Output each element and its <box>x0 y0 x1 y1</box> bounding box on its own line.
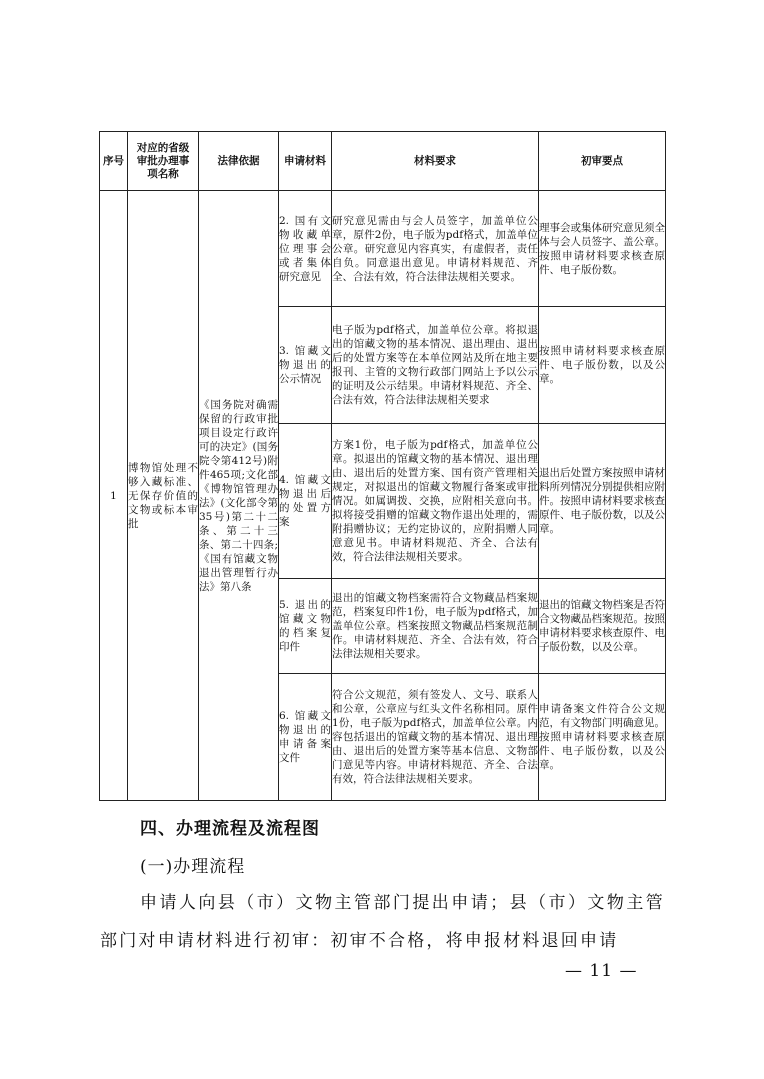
seq-cell: 1 <box>100 191 128 801</box>
legal-basis-cell: 《国务院对确需保留的行政审批项目设定行政许可的决定》(国务院令第412号)附件465项;文化部《博物馆管理办法》(文化部令第35号)第二十二条、第二十三条、第二十四条;《国有馆藏文物退出管理暂行办法》第八条 <box>199 191 279 801</box>
header-material: 申请材料 <box>279 132 332 191</box>
requirement-cell: 退出的馆藏文物档案需符合文物藏品档案规范，档案复印件1份，电子版为pdf格式，加盖单位公章。档案按照文物藏品档案规范制作。申请材料规范、齐全、合法有效，符合法律法规相关要求。 <box>332 579 539 674</box>
material-cell: 4. 馆藏文物退出后的处置方案 <box>279 424 332 579</box>
header-seq: 序号 <box>100 132 128 191</box>
requirement-cell: 方案1份，电子版为pdf格式，加盖单位公章。拟退出的馆藏文物的基本情况、退出理由、退出后的处置方案、国有资产管理相关规定，对拟退出的馆藏文物履行备案或审批情况。如属调拨、交换，应附相关意向书。拟将接受捐赠的馆藏文物作退出处理的，需附捐赠协议；无约定协议的，应附捐赠人同意意见书。申请材料规范、齐全、合法有效，符合法律法规相关要求。 <box>332 424 539 579</box>
review-cell: 申请备案文件符合公文规范，有文物部门明确意见。按照申请材料要求核查原件、电子版份数，以及公章。 <box>539 674 666 801</box>
requirement-cell: 研究意见需由与会人员签字，加盖单位公章，原件2份，电子版为pdf格式，加盖单位公章。研究意见内容真实，有虚假者，责任自负。同意退出意见。申请材料规范、齐全、合法有效，符合法律法规相关要求。 <box>332 191 539 307</box>
item-name-cell: 博物馆处理不够入藏标准、无保存价值的文物或标本审批 <box>128 191 199 801</box>
subsection-heading: (一)办理流程 <box>140 857 246 877</box>
requirement-cell: 电子版为pdf格式，加盖单位公章。将拟退出的馆藏文物的基本情况、退出理由、退出后的处置方案等在本单位网站及所在地主要报刊、主管的文物行政部门网站上予以公示的证明及公示结果。申请材料规范、齐全、合法有效，符合法律法规相关要求 <box>332 307 539 424</box>
material-cell: 2. 国有文物收藏单位理事会或者集体研究意见 <box>279 191 332 307</box>
header-legal-basis: 法律依据 <box>199 132 279 191</box>
approval-items-table <box>99 131 666 801</box>
header-review: 初审要点 <box>539 132 666 191</box>
material-cell: 5. 退出的馆藏文物的档案复印件 <box>279 579 332 674</box>
page-number: — 11 — <box>565 961 638 981</box>
requirement-cell: 符合公文规范，须有签发人、文号、联系人和公章，公章应与红头文件名称相同。原件1份，电子版为pdf格式，加盖单位公章。内容包括退出的馆藏文物的基本情况、退出理由、退出后的处置方案等基本信息、文物部门意见等内容。申请材料规范、齐全、合法有效，符合法律法规相关要求。 <box>332 674 539 801</box>
material-cell: 3. 馆藏文物退出的公示情况 <box>279 307 332 424</box>
section-heading: 四、办理流程及流程图 <box>140 819 320 839</box>
table-header-row <box>100 132 666 191</box>
review-cell: 理事会或集体研究意见须全体与会人员签字、盖公章。按照申请材料要求核查原件、电子版份数。 <box>539 191 666 307</box>
header-item-name: 对应的省级审批办理事项名称 <box>128 132 199 191</box>
review-cell: 退出的馆藏文物档案是否符合文物藏品档案规范。按照申请材料要求核查原件、电子版份数，以及公章。 <box>539 579 666 674</box>
material-cell: 6. 馆藏文物退出的申请备案文件 <box>279 674 332 801</box>
table-row <box>100 191 666 307</box>
review-cell: 按照申请材料要求核查原件、电子版份数，以及公章。 <box>539 307 666 424</box>
body-paragraph: 申请人向县（市）文物主管部门提出申请；县（市）文物主管部门对申请材料进行初审：初审不合格，将申报材料退回申请 <box>100 893 665 951</box>
header-requirement: 材料要求 <box>332 132 539 191</box>
review-cell: 退出后处置方案按照申请材料所列情况分别提供相应附件。按照申请材料要求核查原件、电子版份数，以及公章。 <box>539 424 666 579</box>
